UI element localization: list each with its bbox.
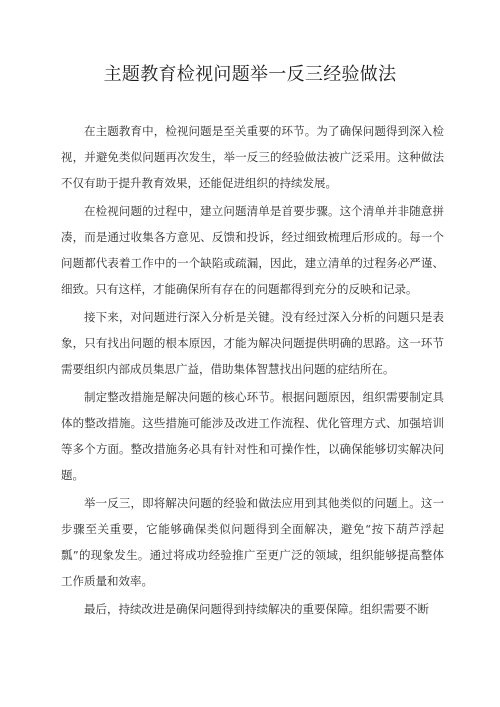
paragraph-3: 接下来，对问题进行深入分析是关键。没有经过深入分析的问题只是表象，只有找出问题的根本原因，才能为解决问题提供明确的思路。这一环节需要组织内部成员集思广益，借助集体智慧找出问题的症结所在。 bbox=[61, 310, 444, 376]
paragraph-4: 制定整改措施是解决问题的核心环节。根据问题原因，组织需要制定具体的整改措施。这些措施可能涉及改进工作流程、优化管理方式、加强培训等多个方面。整改措施务必具有针对性和可操作性，以确保能够切实解决问题。 bbox=[61, 390, 444, 482]
document-title: 主题教育检视问题举一反三经验做法 bbox=[103, 64, 397, 85]
paragraph-5: 举一反三，即将解决问题的经验和做法应用到其他类似的问题上。这一步骤至关重要，它能够确保类似问题得到全面解决，避免“按下葫芦浮起瓢”的现象发生。通过将成功经验推广至更广泛的领域，组织能够提高整体工作质量和效率。 bbox=[61, 496, 444, 588]
document-body bbox=[61, 118, 444, 624]
paragraph-6: 最后，持续改进是确保问题得到持续解决的重要保障。组织需要不断 bbox=[84, 602, 429, 616]
paragraph-2: 在检视问题的过程中，建立问题清单是首要步骤。这个清单并非随意拼凑，而是通过收集各方意见、反馈和投诉，经过细致梳理后形成的。每一个问题都代表着工作中的一个缺陷或疏漏，因此，建立清单的过程务必严谨、细致。只有这样，才能确保所有存在的问题都得到充分的反映和记录。 bbox=[61, 204, 444, 296]
paragraph-1: 在主题教育中，检视问题是至关重要的环节。为了确保问题得到深入检视，并避免类似问题再次发生，举一反三的经验做法被广泛采用。这种做法不仅有助于提升教育效果，还能促进组织的持续发展。 bbox=[61, 124, 444, 190]
